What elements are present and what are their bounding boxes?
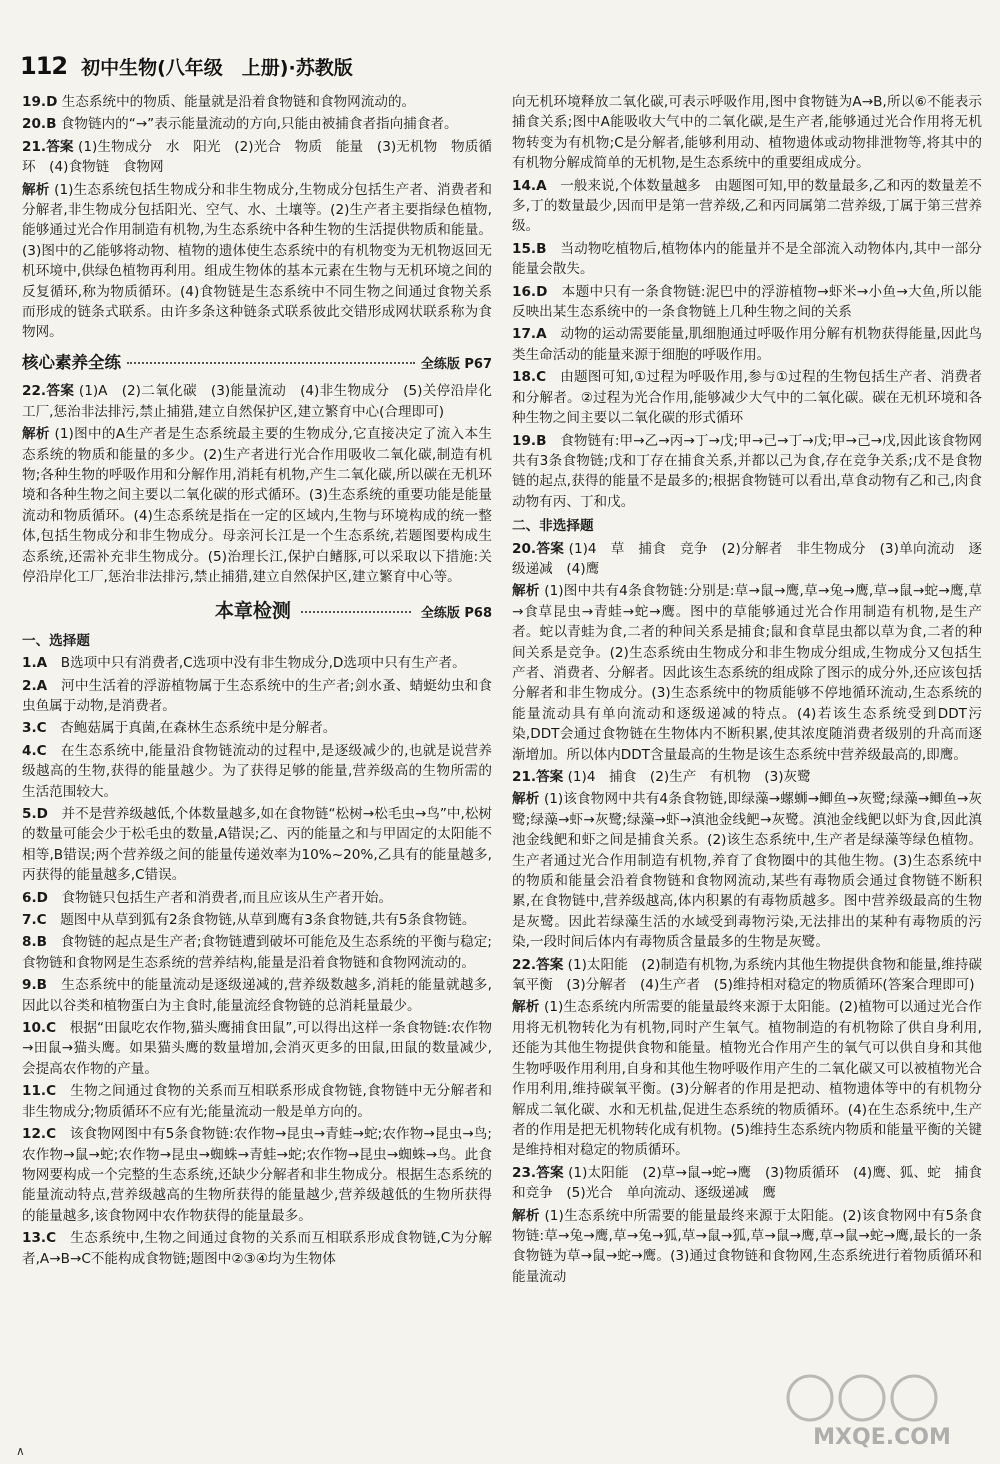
answer-text: (1)生物成分 水 阳光 (2)光合 物质 能量 (3)无机物 物质循环 (4)食物链 食物网: [22, 138, 493, 176]
answer-item: [22, 804, 492, 886]
answer-text: 动物的运动需要能量,肌细胞通过呼吸作用分解有机物获得能量,因此鸟类生命活动的能量来源于细胞的呼吸作用。: [512, 326, 983, 363]
answer-tag: 答案: [536, 769, 564, 785]
question-number: 23.: [512, 1164, 537, 1181]
answer-item: [512, 324, 982, 365]
question-number: 16.D: [512, 283, 548, 300]
analysis-item: [22, 424, 492, 587]
analysis-item: [512, 581, 982, 765]
answer-text: B选项中只有消费者,C选项中没有非生物成分,D选项中只有生产者。: [60, 655, 466, 672]
answer-item: [512, 239, 982, 280]
choice-answer-list: [512, 176, 982, 513]
answer-text: 食物链有:甲→乙→丙→丁→戊;甲→己→丁→戊;甲→己→戊,因此该食物网共有3条食物链;戊和丁存在捕食关系,并都以己为食,存在竞争关系;戊不是食物链的起点,获得的能量不是最多的;根据食物链可以看出,草食动物有乙和己,肉食动物有丙、丁和戊。: [512, 432, 983, 510]
question-number: 8.B: [22, 934, 47, 951]
question-number: 10.C: [22, 1020, 57, 1037]
analysis-tag: 解析: [22, 426, 50, 443]
answer-item: [512, 1163, 982, 1204]
analysis-tag: 解析: [512, 999, 540, 1016]
answer-item: [22, 741, 492, 802]
analysis-tag: 解析: [22, 181, 50, 198]
answer-item: [512, 767, 982, 787]
page-header: [20, 46, 353, 86]
answer-item: [22, 1018, 492, 1079]
right-column: [512, 92, 982, 1289]
question-number: 21.: [22, 138, 47, 155]
analysis-tag: 解析: [512, 791, 540, 808]
answer-text: 食物链的起点是生产者;食物链遭到破坏可能危及生态系统的平衡与稳定;食物链和食物网是生态系统的营养结构,能量是沿着食物链和食物网流动的。: [22, 934, 492, 971]
watermark-text: MXQE.COM: [813, 1425, 951, 1450]
question-number: 12.C: [22, 1126, 57, 1143]
answer-item: [22, 975, 492, 1016]
answer-item: [22, 381, 492, 422]
answer-text: 生态系统中的能量流动是逐级递减的,营养级数越多,消耗的能量就越多,因此以谷类和植物蛋白为主食时,能量流经食物链的总消耗量最少。: [22, 977, 493, 1014]
answer-item: [22, 910, 492, 930]
answer-text: 该食物网图中有5条食物链:农作物→昆虫→青蛙→蛇;农作物→昆虫→鸟;农作物→鼠→蛇;农作物→昆虫→蜘蛛→青蛙→蛇;农作物→昆虫→蜘蛛→鸟。此食物网要构成一个完整的生态系统,还缺少分解者和非生物成分。根据生态系统的能量流动特点,营养级越高的生物所获得的能量越少,营养级越低的生物所获得的能量越多,该食物网中农作物获得的能量最多。: [22, 1126, 493, 1224]
question-number: 18.C: [512, 369, 547, 386]
section-ref: 全练版 P67: [420, 356, 492, 372]
question-number: 13.C: [22, 1230, 57, 1247]
analysis-text: (1)生态系统包括生物成分和非生物成分,生物成分包括生产者、消费者和分解者,非生物成分包括阳光、空气、水、土壤等。(2)生产者主要指绿色植物,能够通过光合作用制造有机物,为生态系统中各种生物的生活提供物质和能量。(3)图中的乙能够将动物、植物的遗体使生态系统中的有机物变为无机物返回无机环境中,供绿色植物再利用。组成生物体的基本元素在生物与无机环境之间的反复循环,称为物质循环。(4)食物链是生态系统中不同生物之间通过食物关系而形成的链条式联系。由许多条这种链条式联系彼此交错形成网状联系称为食物网。: [22, 181, 492, 341]
answer-text: 生态系统中的物质、能量就是沿着食物链和食物网流动的。: [61, 94, 416, 110]
answer-text: (1)4 草 捕食 竞争 (2)分解者 非生物成分 (3)单向流动 逐级递减 (4)鹰: [512, 540, 983, 577]
dotted-leader: [127, 362, 415, 364]
site-watermark-logo: [782, 1370, 982, 1450]
answer-text: (1)4 捕食 (2)生产 有机物 (3)灰鹭: [567, 769, 811, 785]
answer-tag: 答案: [536, 540, 565, 557]
choice-answer-list: [22, 653, 492, 1269]
answer-item: [22, 653, 492, 673]
answer-text: (1)A (2)二氧化碳 (3)能量流动 (4)非生物成分 (5)关停沿岸化工厂,惩治非法排污,禁止捕猎,建立自然保护区,建立繁育中心(合理即可): [22, 383, 493, 420]
answer-item: [512, 282, 982, 323]
answer-text: 生态系统中,生物之间通过食物的关系而互相联系形成食物链,C为分解者,A→B→C不能构成食物链;题图中②③④均为生物体: [22, 1230, 492, 1267]
question-number: 20.: [512, 540, 537, 557]
analysis-item: [512, 789, 982, 952]
question-number: 2.A: [22, 677, 48, 694]
answer-text: 生物之间通过食物的关系而互相联系形成食物链,食物链中无分解者和非生物成分;物质循环不应有光;能量流动一般是单方向的。: [22, 1083, 492, 1120]
answer-text: 题图中从草到狐有2条食物链,从草到鹰有3条食物链,共有5条食物链。: [60, 912, 476, 929]
answer-text: 杏鲍菇属于真菌,在森林生态系统中是分解者。: [60, 720, 337, 737]
answer-text: 食物链只包括生产者和消费者,而且应该从生产者开始。: [61, 889, 393, 906]
analysis-text: (1)图中共有4条食物链:分别是:草→鼠→鹰,草→兔→鹰,草→鼠→蛇→鹰,草→食草昆虫→青蛙→蛇→鹰。图中的草能够通过光合作用制造有机物,是生产者。蛇以青蛙为食,二者的种间关系是捕食;鼠和食草昆虫都以草为食,二者的种间关系是竞争。(2)生态系统由生物成分和非生物成分组成,生物成分又包括生产者、消费者、分解者。因此该生态系统的组成除了图示的成分外,还应该包括分解者和非生物成分。(3)生态系统中的物质能够不停地循环流动,生态系统的能量流动具有单向流动和逐级递减的特点。(4)若该生态系统受到DDT污染,DDT会通过食物链在生物体内不断积累,使其浓度随消费者级别的升高而逐渐增加。所以体内DDT含量最高的生物是该生态系统中营养级最高的,即鹰。: [512, 583, 982, 763]
question-number: 15.B: [512, 240, 547, 257]
analysis-text: (1)该食物网中共有4条食物链,即绿藻→螺蛳→鲫鱼→灰鹭;绿藻→鲫鱼→灰鹭;绿藻→虾→灰鹭;绿藻→虾→滇池金线鲃→灰鹭。滇池金线鲃以虾为食,因此滇池金线鲃和虾之间是捕食关系。(2)该生态系统中,生产者是绿藻等绿色植物。生产者通过光合作用制造有机物,养育了食物圈中的其他生物。(3)生态系统中的物质和能量会沿着食物链和食物网流动,某些有毒物质会通过食物链不断积累,在食物链中,营养级越高,体内积累的有毒物质越多。图中营养级最高的生物是灰鹭。因此若绿藻生活的水域受到毒物污染,无法排出的某种有毒物质的污染,一段时间后体内有毒物质含量最多的生物是灰鹭。: [512, 791, 983, 951]
analysis-item: [22, 180, 492, 343]
question-number: 19.D: [22, 94, 58, 110]
question-number: 9.B: [22, 977, 47, 994]
answer-text: 在生态系统中,能量沿食物链流动的过程中,是逐级减少的,也就是说营养级越高的生物,获得的能量越少。为了获得足够的能量,营养级高的生物所需的生活范围较大。: [22, 742, 493, 800]
dotted-leader: [301, 611, 411, 613]
left-column: [22, 92, 492, 1271]
question-number: 5.D: [22, 806, 48, 822]
answer-item: [22, 1124, 492, 1226]
answer-text: 本题中只有一条食物链:泥巴中的浮游植物→虾米→小鱼→大鱼,所以能反映出某生态系统中的一条食物链上几种生物之间的关系: [512, 283, 983, 321]
answer-tag: 答案: [46, 138, 74, 155]
question-number: 22.: [512, 956, 537, 973]
answer-item: [22, 676, 492, 717]
answer-tag: 答案: [46, 383, 75, 400]
answer-item: [22, 888, 492, 908]
page-number: 112: [20, 52, 68, 80]
analysis-item: [512, 1206, 982, 1288]
answer-text: 当动物吃植物后,植物体内的能量并不是全部流入动物体内,其中一部分能量会散失。: [512, 240, 983, 278]
answer-text: (1)太阳能 (2)制造有机物,为系统内其他生物提供食物和能量,维持碳氧平衡 (3)分解者 (4)生产者 (5)维持相对稳定的物质循环(答案合理即可): [512, 956, 983, 994]
question-number: 6.D: [22, 889, 48, 906]
section-title: 核心素养全练: [22, 352, 121, 372]
answer-text: (1)太阳能 (2)草→鼠→蛇→鹰 (3)物质循环 (4)鹰、狐、蛇 捕食和竞争 (5)光合 单向流动、逐级递减 鹰: [512, 1164, 982, 1202]
analysis-text: (1)生态系统中所需要的能量最终来源于太阳能。(2)该食物网中有5条食物链:草→兔→鹰,草→兔→狐,草→鼠→狐,草→鼠→鹰,草→鼠→蛇→鹰,最长的一条食物链为草→鼠→蛇→鹰。(3)通过食物链和食物网,生态系统进行着物质循环和能量流动: [512, 1207, 982, 1285]
question-number: 22.: [22, 383, 47, 400]
answer-text: 由题图可知,①过程为呼吸作用,参与①过程的生物包括生产者、消费者和分解者。②过程为光合作用,能够减少大气中的二氧化碳。碳在无机环境和各种生物之间主要以二氧化碳的形式循环: [512, 369, 983, 427]
answer-item: [22, 932, 492, 973]
answer-text: 并不是营养级越低,个体数量越多,如在食物链“松树→松毛虫→鸟”中,松树的数量可能会少于松毛虫的数量,A错误;乙、丙的能量之和与甲固定的太阳能不相等,B错误;两个营养级之间的能量传递效率为10%~20%,乙具有的能量越多,丙获得的能量越多,C错误。: [22, 806, 493, 884]
analysis-item: [512, 997, 982, 1160]
question-number: 21.: [512, 769, 537, 785]
section-header: [22, 353, 492, 375]
part-title: 二、非选择题: [512, 518, 594, 535]
answer-item: [22, 137, 492, 178]
question-number: 3.C: [22, 720, 47, 737]
chapter-header: [22, 601, 492, 624]
book-title: 初中生物(八年级 上册)·苏教版: [81, 56, 353, 79]
answer-item: [512, 431, 982, 513]
chapter-title: 本章检测: [214, 600, 291, 623]
question-number: 20.B: [22, 116, 57, 133]
analysis-text: (1)图中的A生产者是生态系统最主要的生物成分,它直接决定了流入本生态系统的物质和能量的多少。(2)生产者进行光合作用吸收二氧化碳,制造有机物;各种生物的呼吸作用和分解作用,消耗有机物,产生二氧化碳,所以碳在无机环境和各种生物之间主要以二氧化碳的形式循环。(3)生态系统的重要功能是能量流动和物质循环。(4)生态系统是指在一定的区域内,生物与环境构成的统一整体,包括生物成分和非生物成分。母亲河长江是一个生态系统,若题图要构成生态系统,还需补充非生物成分。(5)治理长江,保护白鳍豚,可以采取以下措施:关停沿岸化工厂,惩治非法排污,禁止捕猎,建立自然保护区,建立繁育中心等。: [22, 426, 492, 585]
answer-continuation: 向无机环境释放二氧化碳,可表示呼吸作用,图中食物链为A→B,所以⑥不能表示捕食关系;图中A能吸收大气中的二氧化碳,是生产者,能够通过光合作用将无机物转变为有机物;C是分解者,能够利用动、植物遗体或动物排泄物等,将其中的有机物分解成简单的无机物,是生态系统中的重要组成成分。: [512, 94, 982, 172]
analysis-tag: 解析: [512, 583, 540, 600]
answer-item: [22, 114, 492, 134]
answer-tag: 答案: [536, 1164, 564, 1181]
question-number: 4.C: [22, 742, 47, 759]
question-number: 11.C: [22, 1083, 57, 1100]
answer-text: 食物链内的“→”表示能量流动的方向,只能由被捕食者指向捕食者。: [60, 116, 458, 133]
question-number: 17.A: [512, 326, 547, 343]
question-number: 14.A: [512, 177, 547, 194]
question-number: 19.B: [512, 432, 547, 449]
answer-text: 根据“田鼠吃农作物,猫头鹰捕食田鼠”,可以得出这样一条食物链:农作物→田鼠→猫头鹰。如果猫头鹰的数量增加,会消灭更多的田鼠,田鼠的数量减少,会提高农作物的产量。: [22, 1020, 493, 1077]
question-number: 7.C: [22, 912, 47, 929]
footer-mark: ∧: [16, 1444, 25, 1458]
answer-tag: 答案: [536, 956, 564, 973]
answer-text: 河中生活着的浮游植物属于生态系统中的生产者;剑水蚤、蜻蜓幼虫和食虫鱼属于动物,是消费者。: [22, 677, 493, 714]
answer-item: [22, 1081, 492, 1122]
answer-item: [512, 955, 982, 996]
answer-item: [22, 92, 492, 112]
answer-item: [22, 718, 492, 738]
question-number: 1.A: [22, 655, 48, 672]
answer-item: [512, 176, 982, 237]
chapter-ref: 全练版 P68: [420, 606, 492, 622]
answer-item: [22, 1228, 492, 1269]
answer-text: 一般来说,个体数量越多 由题图可知,甲的数量最多,乙和丙的数量差不多,丁的数量最少,因而甲是第一营养级,乙和丙同属第二营养级,丁属于第三营养级。: [512, 177, 982, 235]
answer-item: [512, 367, 982, 428]
analysis-text: (1)生态系统内所需要的能量最终来源于太阳能。(2)植物可以通过光合作用将无机物转化为有机物,同时产生氧气。植物制造的有机物除了供自身利用,还能为其他生物提供食物和能量。植物光合作用产生的氧气可以供自身和其他生物呼吸作用利用,自身和其他生物呼吸作用产生的二氧化碳又可以被植物光合作用利用,维持碳氧平衡。(3)分解者的作用是把动、植物遗体等中的有机物分解成二氧化碳、水和无机盐,促进生态系统的物质循环。(4)在生态系统中,生产者的作用是把无机物转化成有机物。(5)维持生态系统内物质和能量平衡的关键是维持相对稳定的物质循环。: [512, 999, 983, 1159]
analysis-tag: 解析: [512, 1207, 540, 1224]
part-title: 一、选择题: [22, 632, 90, 649]
answer-item: [512, 539, 982, 580]
